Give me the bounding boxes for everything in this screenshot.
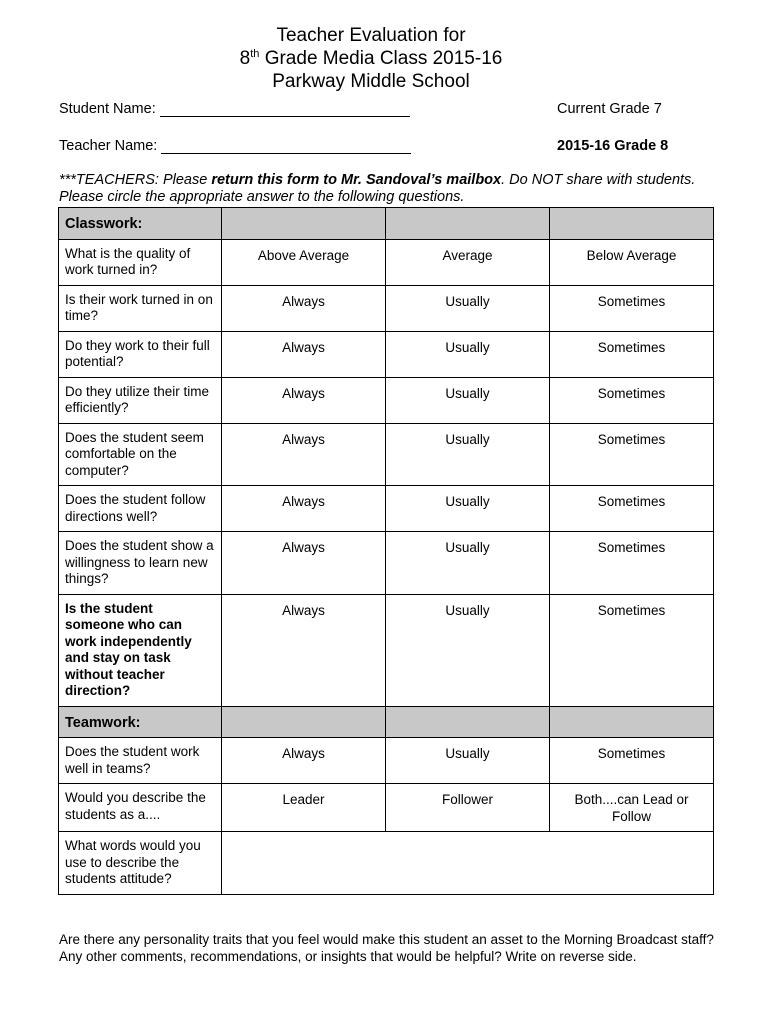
teamwork-heading: Teamwork: [59, 706, 222, 738]
question-cell: Does the student seem comfortable on the computer? [59, 423, 222, 486]
answer-option-a3[interactable]: Sometimes [550, 331, 714, 377]
answer-option-a3[interactable]: Sometimes [550, 285, 714, 331]
section-empty-cell [550, 208, 714, 240]
question-cell: Would you describe the students as a.... [59, 784, 222, 832]
answer-option-a2[interactable]: Follower [386, 784, 550, 832]
section-empty-cell [222, 208, 386, 240]
footer-note: Are there any personality traits that you feel would make this student an asset to the Morning Broadcast staff? Any other comments, recommendations, or insights that would be helpful? Write on reverse side. [59, 932, 714, 964]
teacher-name-line[interactable] [161, 138, 411, 154]
answer-option-a2[interactable]: Usually [386, 594, 550, 706]
question-cell: Does the student show a willingness to learn new things? [59, 532, 222, 595]
answer-option-a3[interactable]: Sometimes [550, 594, 714, 706]
question-cell: Is their work turned in on time? [59, 285, 222, 331]
table-row [59, 377, 714, 423]
answer-option-a1[interactable]: Always [222, 331, 386, 377]
next-grade: 2015-16 Grade 8 [557, 138, 669, 154]
question-cell: Do they work to their full potential? [59, 331, 222, 377]
answer-option-a2[interactable]: Usually [386, 486, 550, 532]
answer-option-a1[interactable]: Always [222, 532, 386, 595]
student-name-line[interactable] [160, 101, 410, 117]
answer-option-a3[interactable]: Sometimes [550, 532, 714, 595]
student-name-field[interactable] [59, 101, 410, 117]
table-row [59, 486, 714, 532]
answer-option-a2[interactable]: Usually [386, 532, 550, 595]
classwork-section-header [59, 208, 714, 240]
current-grade: Current Grade 7 [557, 101, 662, 117]
answer-option-a2[interactable]: Usually [386, 377, 550, 423]
question-cell: What is the quality of work turned in? [59, 239, 222, 285]
title-line-3: Parkway Middle School [272, 71, 470, 92]
table-row [59, 331, 714, 377]
answer-option-a3[interactable]: Below Average [550, 239, 714, 285]
notice-bold: return this form to Mr. Sandoval’s mailbox [211, 172, 502, 188]
answer-option-a1[interactable]: Always [222, 285, 386, 331]
question-cell: What words would you use to describe the students attitude? [59, 832, 222, 895]
form-title [0, 24, 742, 93]
answer-option-a2[interactable]: Usually [386, 331, 550, 377]
title-line-2: 8th Grade Media Class 2015-16 [239, 48, 503, 69]
table-row [59, 784, 714, 832]
answer-option-a2[interactable]: Usually [386, 423, 550, 486]
classwork-heading: Classwork: [59, 208, 222, 240]
answer-option-a1[interactable]: Always [222, 594, 386, 706]
question-cell: Do they utilize their time efficiently? [59, 377, 222, 423]
question-cell: Does the student follow directions well? [59, 486, 222, 532]
teamwork-section-header [59, 706, 714, 738]
answer-option-a1[interactable]: Always [222, 738, 386, 784]
section-empty-cell [386, 706, 550, 738]
answer-option-a3[interactable]: Sometimes [550, 738, 714, 784]
attitude-answer-cell[interactable] [222, 832, 714, 895]
section-empty-cell [550, 706, 714, 738]
teacher-name-field[interactable] [59, 138, 411, 154]
answer-option-a2[interactable]: Usually [386, 285, 550, 331]
table-row [59, 532, 714, 595]
answer-option-a1[interactable]: Always [222, 486, 386, 532]
table-row [59, 423, 714, 486]
answer-option-a3[interactable]: Sometimes [550, 423, 714, 486]
table-row [59, 832, 714, 895]
answer-option-a1[interactable]: Always [222, 377, 386, 423]
table-row [59, 239, 714, 285]
question-cell: Does the student work well in teams? [59, 738, 222, 784]
table-row [59, 738, 714, 784]
teacher-notice: ***TEACHERS: Please return this form to Mr. Sandoval’s mailbox. Do NOT share with students. Please circle the appropriate answer to the following questions. [59, 172, 696, 205]
table-row [59, 285, 714, 331]
answer-option-a3[interactable]: Sometimes [550, 486, 714, 532]
section-empty-cell [386, 208, 550, 240]
teacher-name-label: Teacher Name: [59, 138, 158, 154]
answer-option-a2[interactable]: Usually [386, 738, 550, 784]
table-row [59, 594, 714, 706]
answer-option-a2[interactable]: Average [386, 239, 550, 285]
answer-option-a1[interactable]: Above Average [222, 239, 386, 285]
question-cell: Is the student someone who can work independently and stay on task without teacher direction? [59, 594, 222, 706]
answer-option-a1[interactable]: Leader [222, 784, 386, 832]
answer-option-a1[interactable]: Always [222, 423, 386, 486]
answer-option-a3[interactable]: Both....can Lead or Follow [550, 784, 714, 832]
section-empty-cell [222, 706, 386, 738]
student-name-label: Student Name: [59, 101, 156, 117]
title-line-1: Teacher Evaluation for [276, 25, 466, 46]
answer-option-a3[interactable]: Sometimes [550, 377, 714, 423]
evaluation-table [58, 207, 714, 895]
